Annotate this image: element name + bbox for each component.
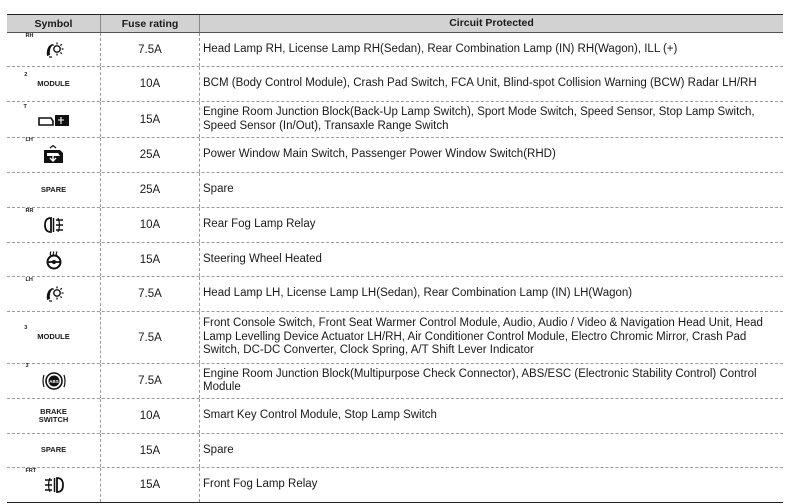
symbol-cell: [7, 208, 101, 242]
symbol-graphic: [25, 208, 69, 234]
symbol-graphic: [25, 277, 69, 303]
fuse-rating-cell: 7.5A: [101, 312, 200, 363]
circuit-protected-cell: Spare: [203, 183, 234, 196]
symbol-cell: [7, 434, 101, 467]
circuit-protected-cell: Spare: [203, 443, 234, 456]
fuse-rating-cell: 15A: [101, 434, 200, 467]
symbol-label: MODULE: [37, 332, 70, 342]
front-fog-lamp-icon: [42, 476, 66, 494]
table-row: [7, 102, 783, 138]
fuse-rating-cell: 25A: [101, 173, 200, 207]
symbol-graphic: [25, 363, 69, 391]
symbol-cell: [7, 277, 101, 311]
svg-text:ABS: ABS: [48, 379, 59, 384]
header-symbol: Symbol: [7, 15, 101, 32]
table-row: [7, 67, 783, 102]
symbol-graphic: [39, 408, 69, 425]
symbol-superscript: 3: [25, 363, 29, 369]
fuse-rating-cell: 10A: [101, 399, 200, 433]
circuit-protected-cell: BCM (Body Control Module), Crash Pad Switch, FCA Unit, Blind-spot Collision Warning (BCW) Radar LH/RH: [203, 77, 757, 90]
table-header-row: [7, 15, 783, 33]
symbol-superscript: 2: [24, 71, 28, 78]
fuse-rating-cell: 10A: [101, 67, 200, 101]
symbol-cell: [7, 138, 101, 172]
header-fuse-rating: Fuse rating: [101, 15, 200, 32]
fuse-rating-cell: 7.5A: [101, 33, 200, 66]
table-row: [7, 138, 783, 173]
symbol-superscript: LH: [25, 277, 33, 283]
table-row: [7, 173, 783, 208]
fuse-rating-cell: 7.5A: [101, 277, 200, 311]
circuit-protected-cell: Smart Key Control Module, Stop Lamp Switch: [203, 409, 437, 422]
fuse-rating-cell: 15A: [101, 102, 200, 137]
engine-room-junction-icon: [37, 112, 71, 128]
symbol-cell: [7, 33, 101, 66]
symbol-cell: [7, 102, 101, 137]
headlamp-icon: [43, 285, 65, 303]
headlamp-icon: [43, 41, 65, 59]
symbol-graphic: [23, 103, 71, 128]
symbol-graphic: [25, 32, 69, 59]
header-circuit-protected: Circuit Protected: [449, 16, 534, 29]
symbol-superscript: RH: [25, 32, 34, 39]
symbol-graphic: [25, 468, 69, 494]
table-row: [7, 399, 783, 434]
symbol-superscript: RR: [25, 208, 34, 214]
symbol-graphic: [24, 325, 70, 342]
table-row: [7, 277, 783, 312]
symbol-graphic: [39, 446, 69, 455]
circuit-protected-cell: Power Window Main Switch, Passenger Power Window Switch(RHD): [203, 148, 556, 161]
symbol-label: SPARE: [40, 184, 67, 194]
power-window-icon: [42, 145, 66, 165]
rear-fog-lamp-icon: [42, 216, 66, 234]
symbol-cell: [7, 364, 101, 398]
circuit-protected-cell: Steering Wheel Heated: [203, 252, 322, 265]
abs-icon: [42, 371, 66, 391]
symbol-cell: [7, 468, 101, 502]
circuit-protected-cell: Front Fog Lamp Relay: [203, 478, 318, 491]
heated-steering-wheel-icon: [44, 250, 64, 270]
fuse-rating-cell: 10A: [101, 208, 200, 242]
symbol-superscript: T: [23, 103, 27, 110]
symbol-cell: [7, 67, 101, 101]
fuse-rating-cell: 15A: [101, 468, 200, 502]
table-row: [7, 243, 783, 277]
symbol-cell: [7, 399, 101, 433]
symbol-superscript: LH: [25, 137, 33, 143]
table-body: [7, 33, 783, 502]
symbol-cell: [7, 243, 101, 276]
symbol-cell: [7, 312, 101, 363]
circuit-protected-cell: Head Lamp RH, License Lamp RH(Sedan), Rear Combination Lamp (IN) RH(Wagon), ILL (+): [203, 42, 678, 55]
circuit-protected-cell: Engine Room Junction Block(Back-Up Lamp Switch), Sport Mode Switch, Speed Sensor, Stop Lamp Switch, Speed Sensor (In/Out), Transaxle Range Switch: [203, 106, 755, 132]
symbol-graphic: [25, 137, 69, 165]
circuit-protected-cell: Front Console Switch, Front Seat Warmer Control Module, Audio, Audio / Video & Navigation Head Unit, Head Lamp Levelling Device Actuator LH/RH, Air Conditioner Control Module, Electro Chromic Mirror, Crash Pad Switch, DC-DC Converter, Clock Spring, A/T Shift Lever Indicator: [203, 317, 763, 357]
table-row: [7, 33, 783, 67]
symbol-graphic: [39, 186, 69, 195]
fuse-table: [7, 14, 783, 503]
symbol-graphic: [39, 250, 69, 270]
table-row: [7, 468, 783, 502]
symbol-label: BRAKE SWITCH: [38, 406, 69, 424]
table-row: [7, 434, 783, 468]
symbol-label: MODULE: [37, 78, 70, 88]
symbol-superscript: 3: [24, 325, 28, 332]
symbol-cell: [7, 173, 101, 207]
table-row: [7, 312, 783, 364]
table-row: [7, 364, 783, 399]
symbol-graphic: [24, 71, 70, 89]
fuse-rating-cell: 15A: [101, 243, 200, 276]
circuit-protected-cell: Engine Room Junction Block(Multipurpose Check Connector), ABS/ESC (Electronic Stability Control) Control Module: [203, 367, 757, 393]
fuse-rating-cell: 7.5A: [101, 364, 200, 398]
table-row: [7, 208, 783, 243]
fuse-rating-cell: 25A: [101, 138, 200, 172]
symbol-label: SPARE: [40, 445, 67, 455]
symbol-superscript: FRT: [25, 468, 37, 474]
circuit-protected-cell: Head Lamp LH, License Lamp LH(Sedan), Rear Combination Lamp (IN) LH(Wagon): [203, 287, 633, 300]
circuit-protected-cell: Rear Fog Lamp Relay: [203, 218, 316, 231]
